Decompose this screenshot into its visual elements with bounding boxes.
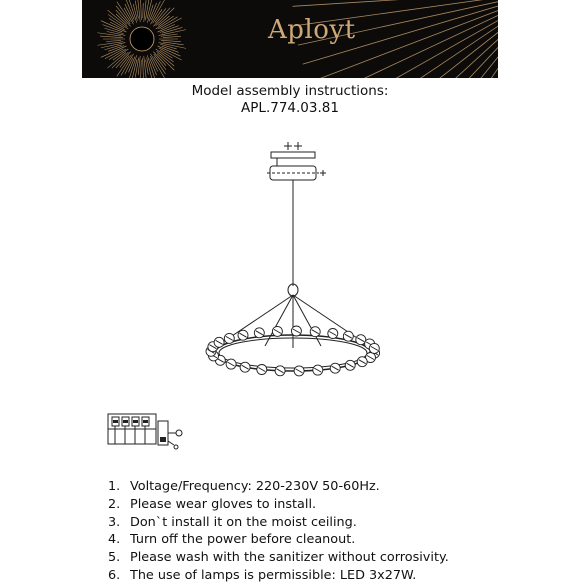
wiring-diagram <box>106 411 186 451</box>
list-item-text: The use of lamps is permissible: LED 3x27W. <box>130 567 417 583</box>
list-item <box>108 567 449 585</box>
brand-name: Aployt <box>268 15 356 45</box>
list-item <box>108 496 449 514</box>
brand-banner <box>82 0 498 78</box>
list-item-text: Please wash with the sanitizer without corrosivity. <box>130 550 449 566</box>
list-item-number: 2. <box>108 496 121 512</box>
list-item <box>108 531 449 549</box>
list-item-number: 6. <box>108 567 121 583</box>
list-item-text: Don`t install it on the moist ceiling. <box>130 514 357 530</box>
list-item-text: Please wear gloves to install. <box>130 496 317 512</box>
list-item-number: 3. <box>108 514 121 530</box>
list-item-number: 4. <box>108 532 121 548</box>
model-number: APL.774.03.81 <box>241 100 339 116</box>
instructions-title: Model assembly instructions: <box>191 83 389 99</box>
list-item-text: Voltage/Frequency: 220-230V 50-60Hz. <box>130 479 380 494</box>
list-item-number: 1. <box>108 479 121 494</box>
instructions-list <box>108 478 449 585</box>
list-item <box>108 478 449 496</box>
list-item <box>108 549 449 567</box>
list-item <box>108 514 449 532</box>
list-item-text: Turn off the power before cleanout. <box>130 532 356 548</box>
chandelier-drawing <box>195 138 395 388</box>
list-item-number: 5. <box>108 550 121 566</box>
